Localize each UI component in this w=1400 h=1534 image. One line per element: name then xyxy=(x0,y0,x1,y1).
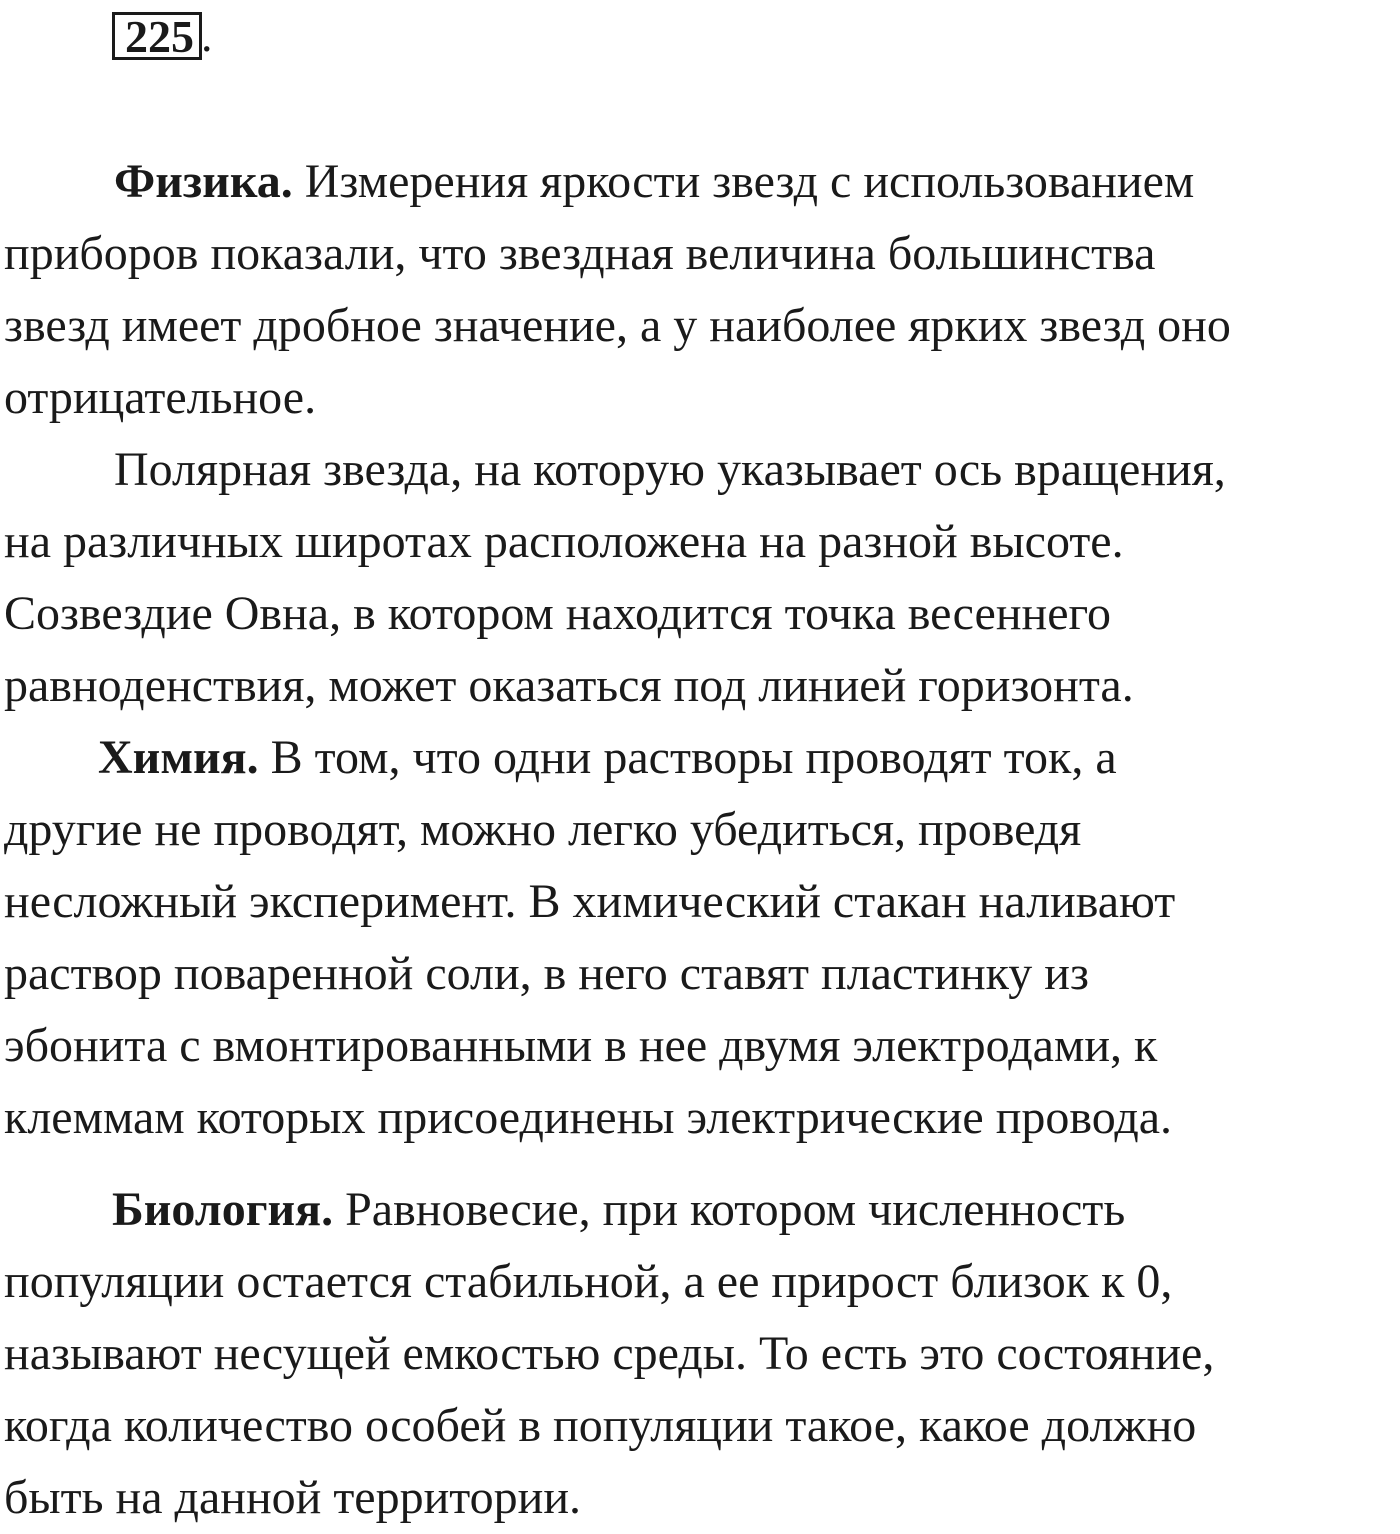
term-chemistry: Химия. xyxy=(98,731,259,784)
chemistry-line-1: В том, что одни растворы проводят ток, а xyxy=(258,731,1117,784)
biology-line-2: популяции остается стабильной, а ее прирост близок к 0, xyxy=(4,1255,1173,1308)
biology-line-1: Равновесие, при котором численность xyxy=(333,1183,1126,1236)
polaris-line-4: равноденствия, может оказаться под линией горизонта. xyxy=(4,659,1134,712)
term-physics: Физика. xyxy=(114,155,293,208)
biology-line-3: называют несущей емкостью среды. То есть это состояние, xyxy=(4,1327,1215,1380)
paragraph-physics xyxy=(4,146,1398,434)
biology-line-5: быть на данной территории. xyxy=(4,1471,582,1524)
document-body xyxy=(4,146,1398,1534)
biology-line-4: когда количество особей в популяции такое, какое должно xyxy=(4,1399,1197,1452)
paragraph-polaris xyxy=(4,434,1398,722)
task-number-value: 225 xyxy=(125,11,194,62)
polaris-line-2: на различных широтах расположена на разной высоте. xyxy=(4,515,1124,568)
task-number xyxy=(112,8,213,64)
polaris-line-1: Полярная звезда, на которую указывает ось вращения, xyxy=(114,443,1226,496)
term-biology: Биология. xyxy=(112,1183,334,1236)
chemistry-line-2: другие не проводят, можно легко убедиться, проведя xyxy=(4,803,1082,856)
section-gap xyxy=(4,1154,1398,1174)
paragraph-biology xyxy=(4,1174,1398,1534)
chemistry-line-4: раствор поваренной соли, в него ставят пластинку из xyxy=(4,947,1089,1000)
task-number-dot: . xyxy=(201,10,213,61)
physics-line-4: отрицательное. xyxy=(4,371,317,424)
paragraph-chemistry xyxy=(4,722,1398,1154)
physics-line-3: звезд имеет дробное значение, а у наиболее ярких звезд оно xyxy=(4,299,1231,352)
chemistry-line-3: несложный эксперимент. В химический стакан наливают xyxy=(4,875,1176,928)
task-number-box xyxy=(112,12,202,60)
chemistry-line-6: клеммам которых присоединены электрические провода. xyxy=(4,1091,1173,1144)
physics-line-2: приборов показали, что звездная величина большинства xyxy=(4,227,1156,280)
physics-line-1: Измерения яркости звезд с использованием xyxy=(292,155,1195,208)
polaris-line-3: Созвездие Овна, в котором находится точка весеннего xyxy=(4,587,1112,640)
chemistry-line-5: эбонита с вмонтированными в нее двумя электродами, к xyxy=(4,1019,1158,1072)
